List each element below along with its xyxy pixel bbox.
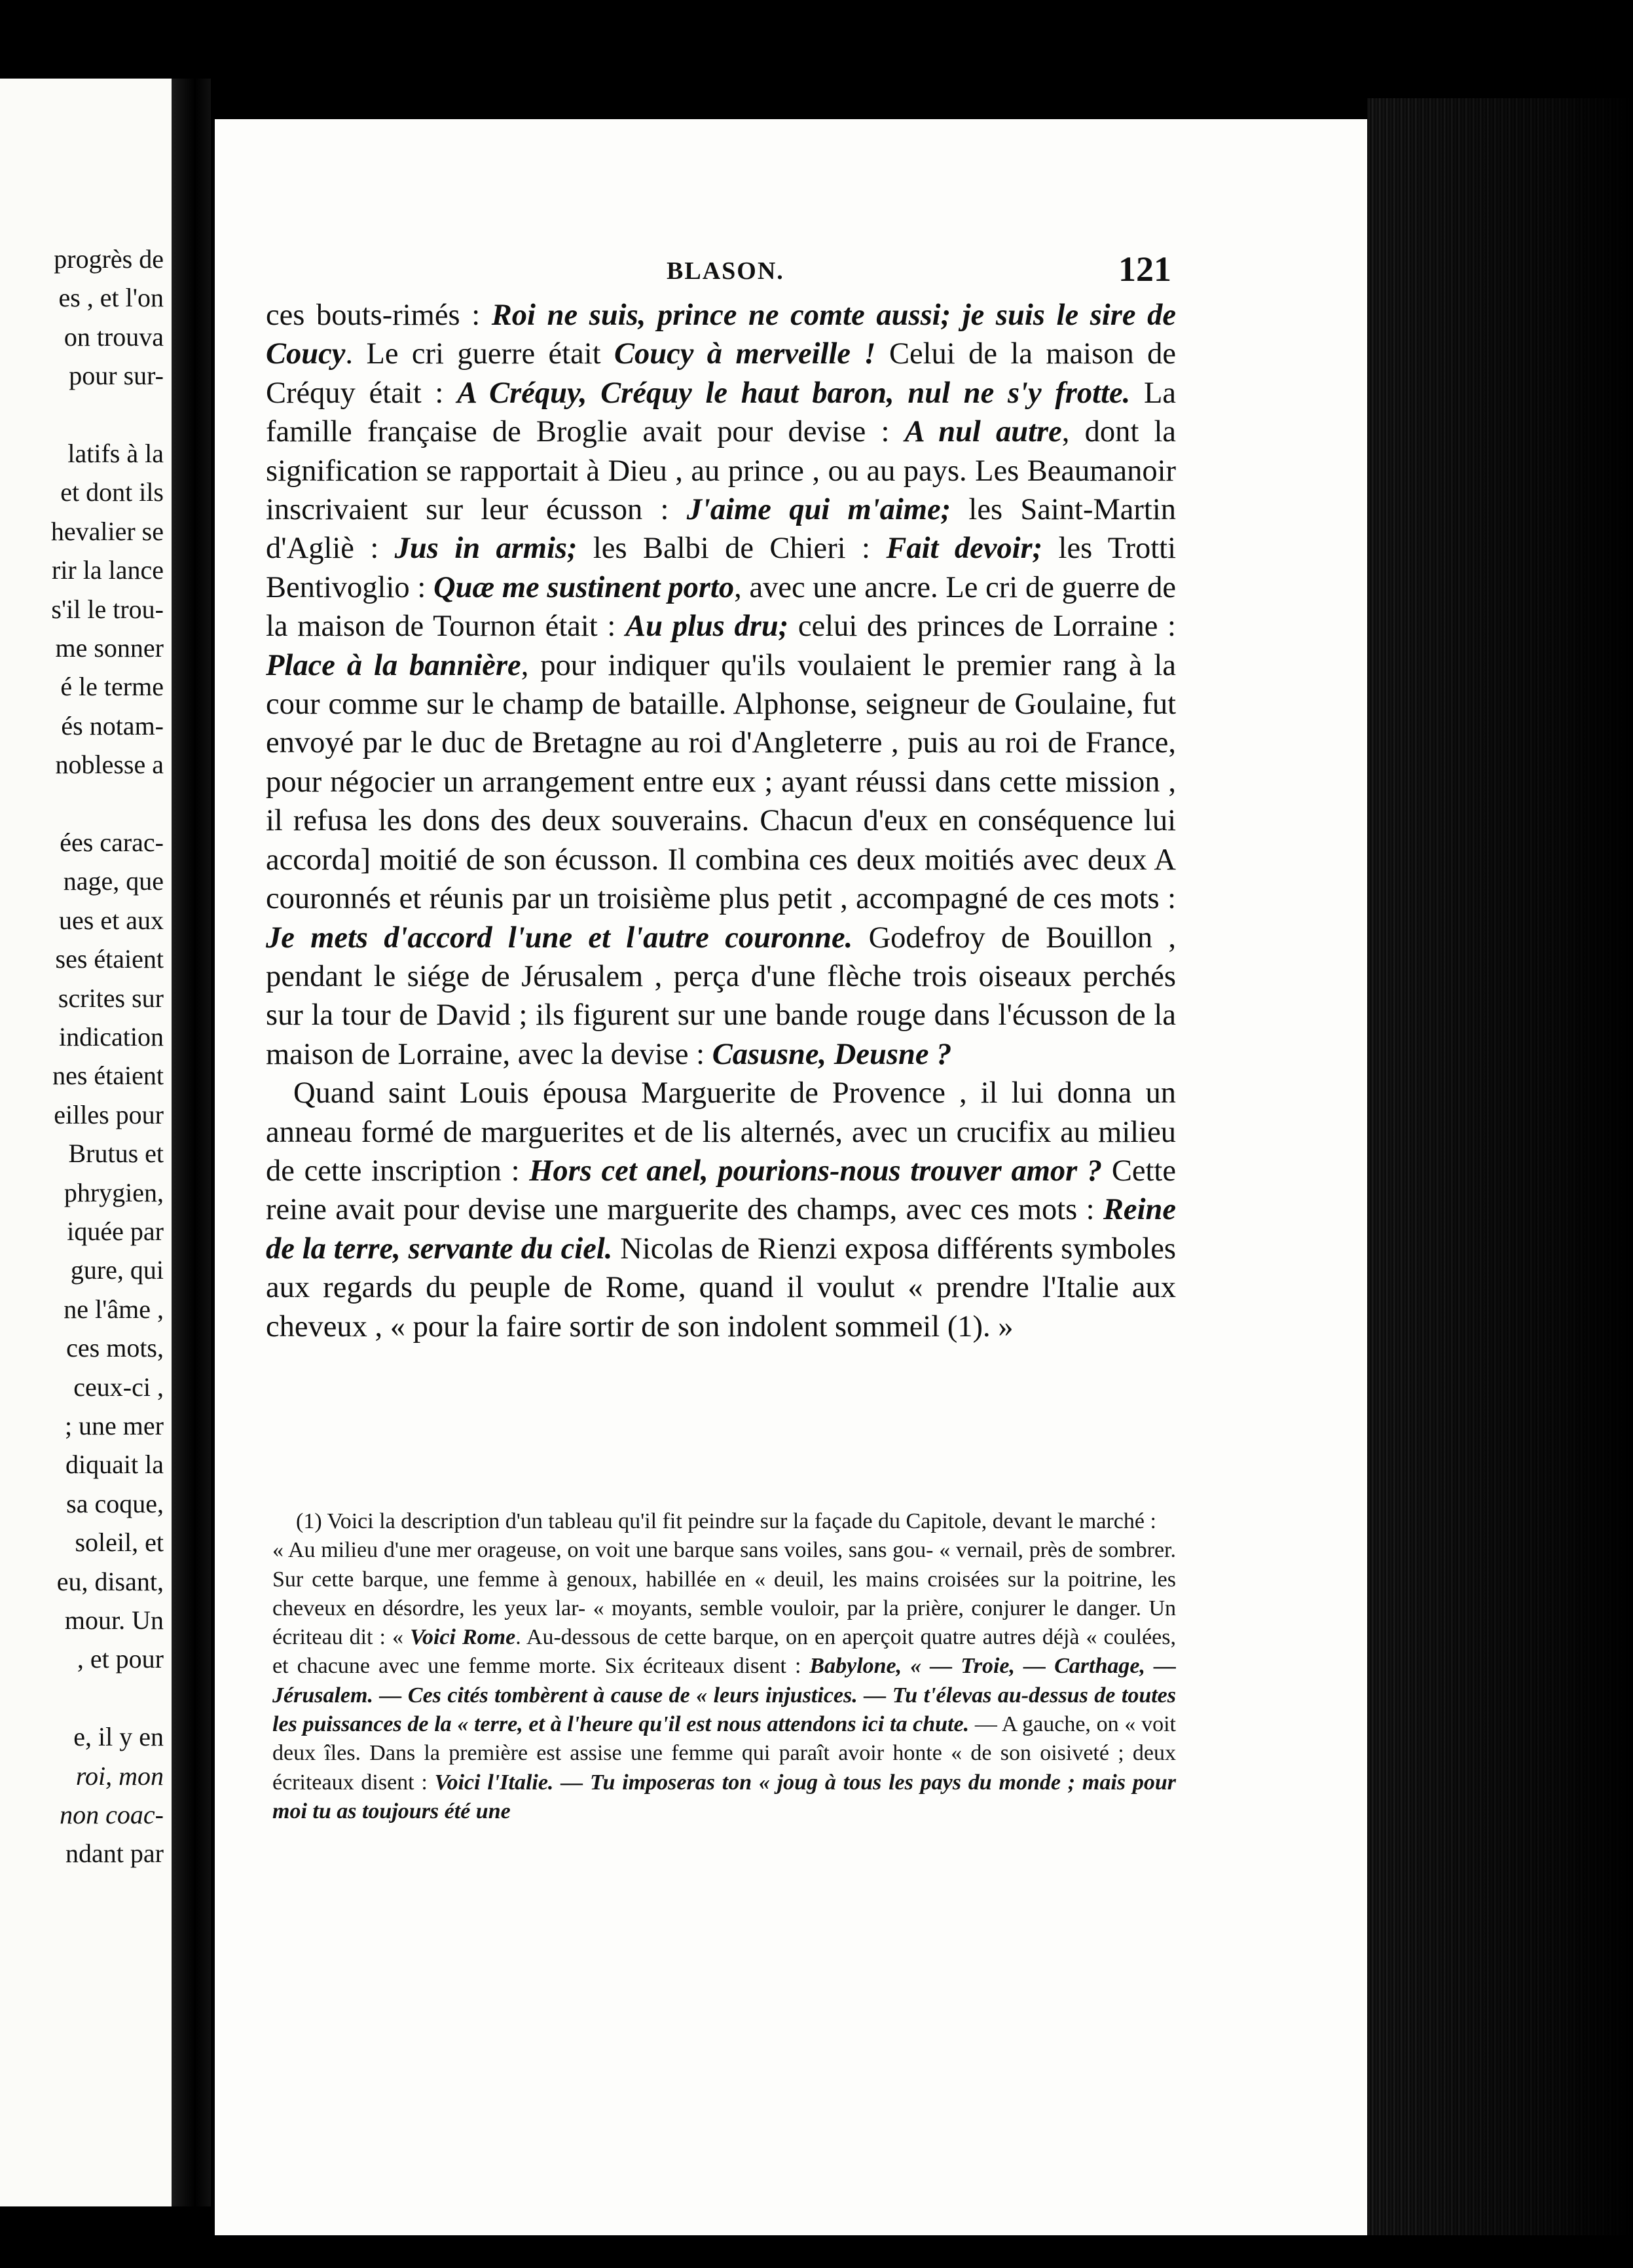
facing-page-line: me sonner	[55, 633, 164, 663]
facing-page-line: e, il y en	[73, 1722, 164, 1752]
facing-page-line: eilles pour	[54, 1099, 164, 1129]
text-run: La famille française de Broglie avait pour devise :	[266, 376, 1177, 449]
facing-page-line: s'il le trou-	[51, 594, 164, 624]
book-gutter	[172, 79, 211, 2206]
text-run: Nicolas de Rienzi exposa différents symboles aux regards du peuple de Rome, quand il voulut « prendre l'Italie aux cheveux , « pour la faire sortir de son indolent sommeil (1). »	[266, 1232, 1176, 1344]
scan-border-top	[0, 0, 1633, 85]
facing-page-line: indication	[59, 1022, 164, 1052]
text-run: (1) Voici la description d'un tableau qu'il fit peindre sur la façade du Capitole, devant le marché :	[296, 1509, 1156, 1533]
italic-run: Fait devoir;	[886, 532, 1043, 566]
facing-page-line: noblesse a	[55, 750, 164, 780]
running-title: BLASON.	[667, 257, 784, 285]
italic-run: Coucy à merveille !	[614, 337, 876, 371]
text-run: ces bouts-rimés :	[266, 299, 492, 332]
italic-run: Au plus dru;	[625, 610, 789, 644]
italic-run: Babylone, « — Troie, — Carthage, — Jérusalem. — Ces cités tombèrent à cause de « leurs injustices. — Tu t'élevas au-dessus de toutes les puissances de la « terre, et à l'heure qu'il est nous attendons ici ta chute.	[272, 1654, 1176, 1737]
italic-run: Voici Rome	[410, 1625, 516, 1650]
text-run: Cette reine avait pour devise une marguerite des champs, avec ces mots :	[266, 1154, 1176, 1227]
facing-page-fragment	[0, 79, 172, 2206]
facing-page-line: nes étaient	[52, 1061, 164, 1091]
facing-page-line: sa coque,	[66, 1488, 164, 1518]
page-header	[215, 249, 1367, 296]
italic-run: J'aime qui m'aime;	[686, 493, 951, 527]
facing-page-line: Brutus et	[68, 1139, 164, 1169]
facing-page-line: phrygien,	[64, 1177, 164, 1207]
italic-run: Voici l'Italie. — Tu imposeras ton « joug à tous les pays du monde ; mais pour moi tu as toujours été une	[272, 1770, 1176, 1823]
facing-page-line: on trouva	[64, 321, 164, 352]
facing-page-line: latifs à la	[67, 439, 164, 468]
text-run: , avec une ancre. Le cri de guerre de la maison de Tournon était :	[266, 570, 1176, 644]
text-run: les Trotti Bentivoglio :	[266, 532, 1177, 604]
facing-page-line: ues et aux	[59, 905, 164, 935]
italic-run: Place à la bannière	[266, 648, 521, 682]
facing-page-line: et dont ils	[60, 477, 164, 507]
text-run: les Saint-Martin d'Agliè :	[266, 493, 1176, 566]
scan-border-bottom	[0, 2235, 1633, 2268]
facing-page-line: iquée par	[67, 1216, 164, 1246]
facing-page-line: es , et l'on	[58, 283, 164, 313]
facing-page-line: pour sur-	[69, 361, 164, 391]
facing-page-line: mour. Un	[64, 1605, 164, 1635]
text-run: les Balbi de Chieri :	[577, 532, 887, 566]
page-number: 121	[1118, 249, 1171, 289]
facing-page-line: progrès de	[54, 244, 164, 274]
italic-run: Quæ me sustinent porto	[433, 570, 735, 604]
italic-run: A Créquy, Créquy le haut baron, nul ne s'y frotte.	[456, 376, 1131, 410]
text-run: Celui de la maison de Créquy était :	[266, 337, 1176, 410]
italic-run: Je mets d'accord l'une et l'autre couronne.	[266, 921, 853, 955]
paragraph	[266, 1074, 1176, 1346]
facing-page-line: ne l'âme ,	[64, 1294, 164, 1324]
page-edges	[1367, 98, 1633, 2268]
text-run: , pour indiquer qu'ils voulaient le premier rang à la cour comme sur le champ de bataille. Alphonse, seigneur de Goulaine, fut envoyé par le duc de Bretagne au roi d'Angleterre , puis au roi de France, pour négocier un arrangement entre eux ; ayant réussi dans cette mission , il refusa les dons des deux souverains. Chacun d'eux en conséquence lui accorda] moitié de son écusson. Il combina ces deux moitiés avec deux A couronnés et réunis par un troisième plus petit , accompagné de ces mots :	[266, 648, 1176, 916]
facing-page-line: diquait la	[65, 1450, 164, 1480]
facing-page-line: és notam-	[61, 710, 164, 741]
facing-page-line: rir la lance	[52, 555, 164, 585]
text-run: . Au-dessous de cette barque, on en aperçoit quatre autres déjà « coulées, et chacune avec une femme morte. Six écriteaux disent :	[272, 1625, 1177, 1679]
paragraph	[272, 1536, 1176, 1826]
paragraph	[266, 296, 1176, 1074]
italic-run: Jus in armis;	[394, 532, 578, 566]
text-run: Godefroy de Bouillon , pendant le siége de Jérusalem , perça d'une flèche trois oiseaux perchés sur la tour de David ; ils figurent sur une bande rouge dans l'écusson de la maison de Lorraine, avec la devise :	[266, 921, 1176, 1071]
text-run: . Le cri guerre était	[345, 337, 614, 371]
text-run: « Au milieu d'une mer orageuse, on voit une barque sans voiles, sans gou- « vernail, près de sombrer. Sur cette barque, une femme à genoux, habillée en « deuil, les mains croisées sur la poitrine, les cheveux en désordre, les yeux lar- « moyants, semble vouloir, par la prière, conjurer le danger. Un écriteau dit : «	[272, 1538, 1176, 1650]
book-page	[215, 119, 1367, 2235]
facing-page-line: soleil, et	[75, 1527, 164, 1558]
facing-page-line: roi, mon	[75, 1761, 164, 1791]
text-run: , dont la signification se rapportait à Dieu , au prince , ou au pays. Les Beaumanoir inscrivaient sur leur écusson :	[266, 415, 1177, 527]
facing-page-line: hevalier se	[50, 516, 164, 546]
main-text	[266, 296, 1176, 1346]
facing-page-line: gure, qui	[70, 1255, 164, 1285]
facing-page-line: ; une mer	[64, 1411, 164, 1440]
facing-page-line: scrites sur	[58, 983, 164, 1013]
paragraph	[272, 1507, 1176, 1536]
facing-page-line: nage, que	[63, 866, 164, 896]
facing-page-line: ndant par	[65, 1838, 164, 1869]
facing-page-line: ées carac-	[60, 828, 164, 857]
facing-page-line: ceux-ci ,	[73, 1372, 164, 1402]
facing-page-line: ses étaient	[55, 944, 164, 974]
italic-run: Casusne, Deusne ?	[712, 1037, 952, 1071]
italic-run: Roi ne suis, prince ne comte aussi; je suis le sire de Coucy	[266, 299, 1176, 371]
facing-page-line: eu, disant,	[56, 1566, 164, 1596]
text-run: — A gauche, on « voit deux îles. Dans la première est assise une femme qui paraît avoir honte « de son oisiveté ; deux écriteaux disent :	[272, 1712, 1176, 1795]
facing-page-line: ces mots,	[66, 1333, 164, 1363]
footnote	[272, 1507, 1176, 1826]
facing-page-line: , et pour	[77, 1644, 164, 1674]
italic-run: A nul autre	[904, 415, 1062, 449]
italic-run: Hors cet anel, pourions-nous trouver amor ?	[529, 1154, 1103, 1188]
facing-page-line: non coac-	[60, 1800, 164, 1829]
italic-run: Reine de la terre, servante du ciel.	[266, 1193, 1176, 1266]
facing-page-line: é le terme	[60, 672, 164, 702]
text-run: Quand saint Louis épousa Marguerite de Provence , il lui donna un anneau formé de marguerites et de lis alternés, avec un crucifix au milieu de cette inscription :	[266, 1076, 1176, 1188]
text-run: celui des princes de Lorraine :	[788, 610, 1176, 644]
